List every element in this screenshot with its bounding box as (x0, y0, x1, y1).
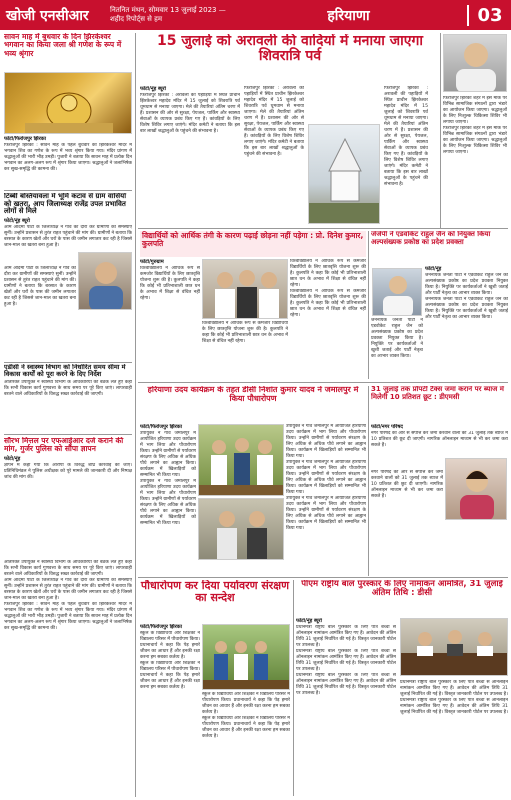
article-body: उपायुक्त ने गांव जमालपुर में आयोजित हरियाणा उदय कार्यक्रम में भाग लिया और पौधारोपण किया। उन्होंने ग्रामीणों से पर्यावरण संरक्षण के लिए अधिक से अधिक पौधे लगाने का आह्वान किया। कार्यक्रम में खिलाड़ियों को सम्मानित भी किया गया। (286, 424, 366, 459)
headline: 31 जुलाई तक प्रॉपर्टी टैक्स जमा कराने पर ब्याज में मिलेगी 10 प्रतिशत छूट : डीएमसी (371, 386, 504, 401)
column-divider (368, 231, 369, 379)
divider (138, 228, 508, 229)
students-photo (202, 624, 290, 690)
article-body: विश्वविद्यालय ने आर्थिक रूप से कमजोर विद्यार्थियों के लिए छात्रवृत्ति योजना शुरू की है। कुलपति ने कहा कि कोई भी प्रतिभाशाली छात्र धन के अभाव में शिक्षा से वंचित नहीं रहेगा। (290, 289, 366, 318)
people-illustration (199, 499, 284, 560)
group-photo (202, 259, 288, 319)
headline: पौधारोपण कर दिया पर्यावरण संरक्षण का सन्देश (140, 580, 290, 605)
headline: पीएम राष्ट्रीय बाल पुरस्कार के लिए नामांकन आमंत्रित, 31 जुलाई अंतिम तिथि : डीसी (301, 580, 503, 599)
dc-headline-box (140, 386, 366, 420)
tree-body (140, 624, 200, 796)
divider (138, 382, 508, 383)
byline: फोटो/फिरोजपुर झिरका (140, 624, 182, 630)
university-body3 (290, 259, 366, 377)
article-body: विश्वविद्यालय ने आर्थिक रूप से कमजोर विद्यार्थियों के लिए छात्रवृत्ति योजना शुरू की है। कुलपति ने कहा कि कोई भी प्रतिभाशाली छात्र धन के अभाव में शिक्षा से वंचित नहीं रहेगा। (140, 266, 200, 301)
divider (4, 190, 132, 191)
masthead (0, 0, 511, 30)
person-icon (444, 35, 507, 92)
person-icon (446, 459, 507, 520)
shrine-photo (4, 72, 132, 134)
lead-body-col1 (140, 86, 240, 226)
section-title: हरियाणा (327, 7, 370, 24)
headline: सौरभ मित्तल पर एफआईआर दर्ज कराने की मांग, गुर्जर पुलिस को सौंपा ज्ञापन (4, 437, 124, 454)
jjp-headline-box (371, 231, 508, 263)
article-body: फिरोजपुर झिरका : अरावली की पहाड़ियों में स्थित प्राचीन झिरकेश्वर महादेव मंदिर में 15 जुलाई को शिवरात्रि पर्व धूमधाम से मनाया जाएगा। मेले की तैयारियां अंतिम चरण में हैं। प्रशासन की ओर से सुरक्षा, पेयजल, पार्किंग और स्वास्थ्य सेवाओं के व्यापक प्रबंध किए गए हैं। कांवड़ियों के लिए विशेष शिविर लगाए जाएंगे। मंदिर कमेटी ने बताया कि इस बार लाखों श्रद्धालुओं के पहुंचने की संभावना है। (384, 86, 428, 187)
article-body: स्कूल के विद्यार्थियों और शिक्षकों ने विद्यालय परिसर में पौधारोपण किया। प्रधानाचार्य ने कहा कि पेड़ हमारे जीवन का आधार हैं और इनकी रक्षा करना हम सबका कर्तव्य है। (202, 716, 290, 739)
article-fir (4, 437, 132, 557)
dc-body2 (286, 424, 366, 574)
headline: टिब्बी बस्तियावला में भूमि कटाव से ग्राम वासियों को खतरा, आप जिलाध्यक्ष राजेंद्र उपल प्रभावित लोगों से मिले (4, 193, 127, 216)
byline: फोटो/नगर परिषद (371, 424, 403, 430)
article-body: प्रधानमंत्री राष्ट्रीय बाल पुरस्कार के लिए पात्र बच्चों से ऑनलाइन नामांकन आमंत्रित किए गए हैं। आवेदन की अंतिम तिथि 31 जुलाई निर्धारित की गई है। विस्तृत जानकारी पोर्टल पर उपलब्ध है। (296, 673, 396, 696)
meeting-photo (400, 618, 508, 676)
lead-headline: 15 जुलाई को अरावली की वादियों में मनाया जाएगा शिवरात्रि पर्व (157, 34, 423, 65)
portrait-photo (443, 34, 507, 92)
divider (4, 362, 132, 363)
byline: फोटो/फिरोजपुर झिरका (4, 136, 46, 142)
temple-photo (308, 124, 380, 224)
article-body: उपायुक्त ने गांव जमालपुर में आयोजित हरियाणा उदय कार्यक्रम में भाग लिया और पौधारोपण किया। उन्होंने ग्रामीणों से पर्यावरण संरक्षण के लिए अधिक से अधिक पौधे लगाने का आह्वान किया। कार्यक्रम में खिलाड़ियों को सम्मानित भी किया गया। (286, 496, 366, 531)
byline: फोटो/नूंह ब्यूरो (140, 86, 166, 92)
article-body: उपायुक्त ने गांव जमालपुर में आयोजित हरियाणा उदय कार्यक्रम में भाग लिया और पौधारोपण किया। उन्होंने ग्रामीणों से पर्यावरण संरक्षण के लिए अधिक से अधिक पौधे लगाने का आह्वान किया। कार्यक्रम में खिलाड़ियों को सम्मानित भी किया गया। (140, 479, 196, 526)
article-body: जननायक जनता पार्टी ने एडवोकेट राहुल जैन को अल्पसंख्यक प्रकोष्ठ का प्रदेश प्रवक्ता नियुक्त किया है। नियुक्ति पर कार्यकर्ताओं ने खुशी जताई और पार्टी नेतृत्व का आभार व्यक्त किया। (425, 273, 508, 296)
column-divider (293, 580, 294, 796)
byline: फोटो/नूंह ब्यूरो (296, 618, 322, 624)
lead-body-col3 (384, 86, 428, 226)
award-headline-box (296, 580, 508, 614)
article-body: फिरोजपुर झिरका : सावन माह के पहले बुधवार को झिरकेश्वर मंदिर में भगवान शिव का गणेश के रूप में भव्य श्रृंगार किया गया। मंदिर प्रांगण में श्रद्धालुओं की भारी भीड़ उमड़ी। पुजारी ने बताया कि सावन माह में प्रत्येक दिन भगवान का अलग-अलग रूप में श्रृंगार किया जाएगा। श्रद्धालुओं ने जलाभिषेक कर सुख-समृद्धि की कामना की। (4, 602, 132, 631)
article-tibbi-body (4, 266, 76, 360)
tax-body2 (371, 470, 443, 574)
portrait-photo (78, 252, 132, 310)
headline: विद्यार्थियों को आर्थिक तंगी के कारण पढ़ाई छोड़ना नहीं पड़ेगा : प्रो. दिनेश कुमार, कुलपति (142, 231, 364, 249)
article-adc (4, 364, 132, 432)
tax-headline-box (371, 386, 508, 422)
jjp-body (425, 266, 508, 378)
article-body: स्कूल के विद्यार्थियों और शिक्षकों ने विद्यालय परिसर में पौधारोपण किया। प्रधानाचार्य ने कहा कि पेड़ हमारे जीवन का आधार हैं और इनकी रक्षा करना हम सबका कर्तव्य है। (140, 661, 200, 690)
tree-body2 (202, 692, 290, 796)
article-body: नगर परिषद की ओर से संपत्ति कर जमा करवाने वालों को 31 जुलाई तक ब्याज में 10 प्रतिशत की छूट दी जाएगी। नागरिक ऑनलाइन माध्यम से भी कर जमा करा सकते हैं। (371, 470, 443, 499)
article-body: फिरोजपुर झिरका शहर में इस मौके पर विभिन्न सामाजिक संगठनों द्वारा भंडारे का आयोजन किया जाएगा। श्रद्धालुओं के लिए निःशुल्क चिकित्सा शिविर भी लगाया जाएगा। (443, 126, 507, 155)
article-body: फिरोजपुर झिरका : अरावली की पहाड़ियों में स्थित प्राचीन झिरकेश्वर महादेव मंदिर में 15 जुलाई को शिवरात्रि पर्व धूमधाम से मनाया जाएगा। मेले की तैयारियां अंतिम चरण में हैं। प्रशासन की ओर से सुरक्षा, पेयजल, पार्किंग और स्वास्थ्य सेवाओं के व्यापक प्रबंध किए गए हैं। कांवड़ियों के लिए विशेष शिविर लगाए जाएंगे। मंदिर कमेटी ने बताया कि इस बार लाखों श्रद्धालुओं के पहुंचने की संभावना है। (244, 86, 304, 157)
plantation-photo (198, 424, 284, 496)
headline: सावन माह में बुधवार के दिन झिरकेश्वर भगवान का किया जला श्री गणेश के रूप में भव्य श्रृंगार (4, 33, 122, 58)
headline: जेजेपी ने एडवोकेट राहुल जैन को नियुक्त किया अल्पसंख्यक प्रकोष्ठ का प्रदेश प्रवक्ता (371, 231, 491, 246)
article-fir-cont (4, 560, 132, 796)
person-icon (79, 253, 132, 310)
byline: फोटो/नूंह (4, 455, 21, 462)
divider (4, 434, 132, 435)
university-body (140, 259, 200, 377)
article-body: अतिरिक्त उपायुक्त ने स्वास्थ्य विभाग के अधिकारियों की बैठक लेते हुए कहा कि सभी विकास कार्य गुणवत्ता के साथ समय पर पूरे किए जाएं। लापरवाही बरतने वाले अधिकारियों के विरुद्ध सख्त कार्रवाई की जाएगी। (4, 380, 132, 398)
article-body: प्रधानमंत्री राष्ट्रीय बाल पुरस्कार के लिए पात्र बच्चों से ऑनलाइन नामांकन आमंत्रित किए गए हैं। आवेदन की अंतिम तिथि 31 जुलाई निर्धारित की गई है। विस्तृत जानकारी पोर्टल पर उपलब्ध है। (296, 649, 396, 672)
article-body: जननायक जनता पार्टी ने एडवोकेट राहुल जैन को अल्पसंख्यक प्रकोष्ठ का प्रदेश प्रवक्ता नियुक्त किया है। नियुक्ति पर कार्यकर्ताओं ने खुशी जताई और पार्टी नेतृत्व का आभार व्यक्त किया। (371, 318, 423, 359)
byline: फोटो/नूंह (425, 266, 442, 272)
people-illustration (203, 625, 290, 690)
article-body: उपायुक्त ने गांव जमालपुर में आयोजित हरियाणा उदय कार्यक्रम में भाग लिया और पौधारोपण किया। उन्होंने ग्रामीणों से पर्यावरण संरक्षण के लिए अधिक से अधिक पौधे लगाने का आह्वान किया। कार्यक्रम में खिलाड़ियों को सम्मानित भी किया गया। (286, 460, 366, 495)
lead-headline-box (140, 34, 440, 82)
column-divider (440, 33, 441, 229)
article-body: प्रधानमंत्री राष्ट्रीय बाल पुरस्कार के लिए पात्र बच्चों से ऑनलाइन नामांकन आमंत्रित किए गए हैं। आवेदन की अंतिम तिथि 31 जुलाई निर्धारित की गई है। विस्तृत जानकारी पोर्टल पर उपलब्ध है। (296, 625, 396, 648)
article-body: आम आदमी पार्टी के जिलाध्यक्ष ने गांव का दौरा कर ग्रामीणों की समस्याएं सुनीं। उन्होंने प्रशासन से तुरंत राहत पहुंचाने की मांग की। ग्रामीणों ने बताया कि बरसात के कारण खेतों और घरों के पास की जमीन लगातार कट रही है जिससे जान-माल का खतरा बना हुआ है। (4, 225, 132, 249)
dc-body (140, 424, 196, 574)
people-illustration (401, 619, 508, 676)
award-body2 (400, 680, 508, 796)
article-body: प्रधानमंत्री राष्ट्रीय बाल पुरस्कार के लिए पात्र बच्चों से ऑनलाइन नामांकन आमंत्रित किए गए हैं। आवेदन की अंतिम तिथि 31 जुलाई निर्धारित की गई है। विस्तृत जानकारी पोर्टल पर उपलब्ध है। (400, 698, 508, 715)
newspaper-logo: खोजी एनसीआर (6, 7, 89, 24)
column-divider (135, 33, 136, 797)
article-body: फिरोजपुर झिरका : सावन माह के पहले बुधवार को झिरकेश्वर मंदिर में भगवान शिव का गणेश के रूप में भव्य श्रृंगार किया गया। मंदिर प्रांगण में श्रद्धालुओं की भारी भीड़ उमड़ी। पुजारी ने बताया कि सावन माह में प्रत्येक दिन भगवान का अलग-अलग रूप में श्रृंगार किया जाएगा। श्रद्धालुओं ने जलाभिषेक कर सुख-समृद्धि की कामना की। (4, 143, 132, 172)
article-body: फिरोजपुर झिरका : अरावली की पहाड़ियों में स्थित प्राचीन झिरकेश्वर महादेव मंदिर में 15 जुलाई को शिवरात्रि पर्व धूमधाम से मनाया जाएगा। मेले की तैयारियां अंतिम चरण में हैं। प्रशासन की ओर से सुरक्षा, पेयजल, पार्किंग और स्वास्थ्य सेवाओं के व्यापक प्रबंध किए गए हैं। कांवड़ियों के लिए विशेष शिविर लगाए जाएंगे। मंदिर कमेटी ने बताया कि इस बार लाखों श्रद्धालुओं के पहुंचने की संभावना है। (140, 93, 240, 134)
article-body: स्कूल के विद्यार्थियों और शिक्षकों ने विद्यालय परिसर में पौधारोपण किया। प्रधानाचार्य ने कहा कि पेड़ हमारे जीवन का आधार हैं और इनकी रक्षा करना हम सबका कर्तव्य है। (202, 692, 290, 715)
jjp-body2 (371, 318, 423, 378)
temple-illustration (309, 125, 380, 224)
headline: एडीसी ने स्वास्थ्य विभाग को निर्धारित समय सीमा में विकास कार्यों को पूरा करने के दिए निर्देश (4, 364, 126, 379)
article-body: ज्ञापन में कहा गया कि आरोपी के विरुद्ध शीघ्र कार्रवाई की जाए। प्रतिनिधिमंडल ने पुलिस अधीक्षक को पूरे मामले की जानकारी दी और निष्पक्ष जांच की मांग की। (4, 462, 132, 480)
right-top-article (443, 96, 507, 226)
article-body: स्कूल के विद्यार्थियों और शिक्षकों ने विद्यालय परिसर में पौधारोपण किया। प्रधानाचार्य ने कहा कि पेड़ हमारे जीवन का आधार हैं और इनकी रक्षा करना हम सबका कर्तव्य है। (140, 631, 200, 660)
article-body: फिरोजपुर झिरका शहर में इस मौके पर विभिन्न सामाजिक संगठनों द्वारा भंडारे का आयोजन किया जाएगा। श्रद्धालुओं के लिए निःशुल्क चिकित्सा शिविर भी लगाया जाएगा। (443, 96, 507, 125)
portrait-photo (372, 268, 422, 316)
article-body: नगर परिषद की ओर से संपत्ति कर जमा करवाने वालों को 31 जुलाई तक ब्याज में 10 प्रतिशत की छूट दी जाएगी। नागरिक ऑनलाइन माध्यम से भी कर जमा करा सकते हैं। (371, 431, 508, 448)
article-body: अतिरिक्त उपायुक्त ने स्वास्थ्य विभाग के अधिकारियों की बैठक लेते हुए कहा कि सभी विकास कार्य गुणवत्ता के साथ समय पर पूरे किए जाएं। लापरवाही बरतने वाले अधिकारियों के विरुद्ध सख्त कार्रवाई की जाएगी। (4, 560, 132, 577)
divider (138, 577, 508, 578)
article-jhirkeshwar-body (4, 136, 132, 188)
people-illustration (199, 425, 284, 496)
university-body2 (202, 321, 288, 377)
column-divider (368, 386, 369, 576)
byline: फोटो/फिरोजपुर झिरका (140, 424, 182, 430)
university-headline-box (140, 231, 366, 257)
article-body: विश्वविद्यालय ने आर्थिक रूप से कमजोर विद्यार्थियों के लिए छात्रवृत्ति योजना शुरू की है। कुलपति ने कहा कि कोई भी प्रतिभाशाली छात्र धन के अभाव में शिक्षा से वंचित नहीं रहेगा। (290, 259, 366, 288)
byline: फोटो/नूंह ब्यूरो (4, 218, 30, 225)
award-photo (198, 498, 284, 560)
article-body: विश्वविद्यालय ने आर्थिक रूप से कमजोर विद्यार्थियों के लिए छात्रवृत्ति योजना शुरू की है। कुलपति ने कहा कि कोई भी प्रतिभाशाली छात्र धन के अभाव में शिक्षा से वंचित नहीं रहेगा। (202, 321, 288, 344)
headline: हरियाणा उदय कार्यक्रम के तहत डीसी निशांत कुमार यादव ने जमालपुर में किया पौधारोपण (147, 386, 359, 403)
tree-headline-box (140, 580, 290, 620)
article-body: जननायक जनता पार्टी ने एडवोकेट राहुल जैन को अल्पसंख्यक प्रकोष्ठ का प्रदेश प्रवक्ता नियुक्त किया है। नियुक्ति पर कार्यकर्ताओं ने खुशी जताई और पार्टी नेतृत्व का आभार व्यक्त किया। (425, 297, 508, 320)
people-illustration (203, 260, 288, 319)
person-icon (373, 269, 422, 316)
page-number: 03 (467, 5, 511, 26)
masthead-subline: नितनित मंथन, सोमवार 13 जुलाई 2023 — शहीद रिपोर्ट्स से हम (110, 6, 226, 23)
article-body: उपायुक्त ने गांव जमालपुर में आयोजित हरियाणा उदय कार्यक्रम में भाग लिया और पौधारोपण किया। उन्होंने ग्रामीणों से पर्यावरण संरक्षण के लिए अधिक से अधिक पौधे लगाने का आह्वान किया। कार्यक्रम में खिलाड़ियों को सम्मानित भी किया गया। (140, 431, 196, 478)
byline: फोटो/गुरुग्राम (140, 259, 164, 265)
article-body: आम आदमी पार्टी के जिलाध्यक्ष ने गांव का दौरा कर ग्रामीणों की समस्याएं सुनीं। उन्होंने प्रशासन से तुरंत राहत पहुंचाने की मांग की। ग्रामीणों ने बताया कि बरसात के कारण खेतों और घरों के पास की जमीन लगातार कट रही है जिससे जान-माल का खतरा बना हुआ है। (4, 266, 76, 307)
portrait-photo (445, 458, 507, 520)
award-body (296, 618, 396, 796)
article-body: प्रधानमंत्री राष्ट्रीय बाल पुरस्कार के लिए पात्र बच्चों से ऑनलाइन नामांकन आमंत्रित किए गए हैं। आवेदन की अंतिम तिथि 31 जुलाई निर्धारित की गई है। विस्तृत जानकारी पोर्टल पर उपलब्ध है। (400, 680, 508, 697)
shrine-illustration (5, 73, 132, 134)
lead-body-col2 (244, 86, 304, 226)
article-body: आम आदमी पार्टी के जिलाध्यक्ष ने गांव का दौरा कर ग्रामीणों की समस्याएं सुनीं। उन्होंने प्रशासन से तुरंत राहत पहुंचाने की मांग की। ग्रामीणों ने बताया कि बरसात के कारण खेतों और घरों के पास की जमीन लगातार कट रही है जिससे जान-माल का खतरा बना हुआ है। (4, 578, 132, 601)
